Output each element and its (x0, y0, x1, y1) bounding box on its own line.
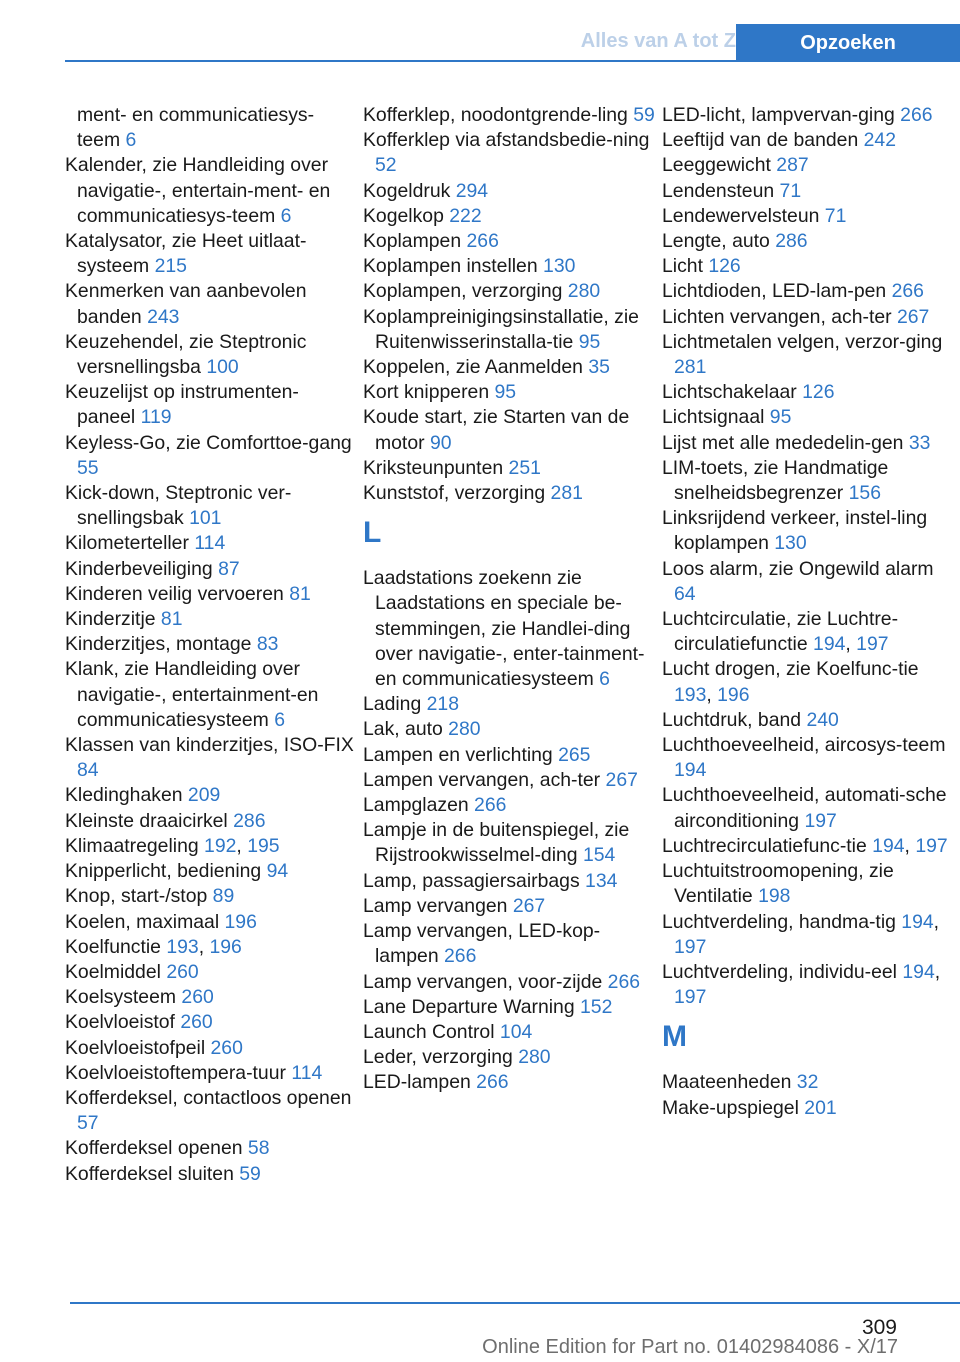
edition-footer: Online Edition for Part no. 01402984086 - X/17 (482, 1336, 898, 1358)
index-entry (662, 557, 960, 607)
index-entry (65, 557, 357, 582)
page-link[interactable]: 251 (508, 456, 541, 479)
page-link[interactable]: 243 (147, 305, 180, 328)
index-term: Kledinghaken (65, 784, 188, 807)
page-link[interactable]: 58 (247, 1137, 270, 1160)
index-entry (363, 229, 655, 254)
page-link[interactable]: 287 (776, 154, 809, 177)
index-entry (363, 1020, 655, 1045)
index-term: Luchtverdeling, handma-tig (662, 910, 902, 933)
index-entry (65, 1036, 357, 1061)
page-link[interactable]: 197 (804, 809, 837, 832)
index-term: Luchtcirculatie, zie Luchtre-circulatiefunctie (662, 608, 899, 656)
chapter-tab[interactable]: Opzoeken (736, 24, 960, 62)
page-link[interactable]: 95 (769, 406, 792, 429)
page-link[interactable]: 215 (154, 255, 187, 278)
page-link[interactable]: 104 (499, 1020, 533, 1043)
page-link[interactable]: 33 (908, 431, 931, 454)
index-term: Klimaatregeling (65, 834, 205, 857)
index-term: Kinderzitje (65, 608, 161, 631)
index-term: teem (77, 129, 126, 152)
index-term: Keuzelijst op instrumenten-paneel (65, 381, 299, 429)
page-link[interactable]: 152 (580, 995, 613, 1018)
index-term: Leeggewicht (662, 154, 777, 177)
index-term: Koelfunctie (65, 935, 167, 958)
index-entry (65, 481, 357, 531)
index-entry (65, 431, 357, 481)
index-entry (662, 506, 960, 556)
index-term: Keyless-Go, zie Comforttoe-gang (65, 431, 352, 454)
index-entry (65, 582, 357, 607)
page-link[interactable]: 87 (218, 557, 240, 580)
index-term: Kinderzitjes, montage (65, 633, 257, 656)
header-rule (65, 60, 736, 62)
page-link[interactable]: 266 (607, 970, 641, 993)
index-entry (662, 153, 960, 178)
index-entry (65, 128, 357, 153)
index-entry (363, 103, 655, 128)
index-entry (65, 607, 357, 632)
page-link[interactable]: 196 (717, 683, 750, 706)
page-link[interactable]: 266 (891, 280, 924, 303)
index-entry (65, 733, 357, 783)
index-entry (662, 708, 960, 733)
index-entry (662, 204, 960, 229)
index-entry (65, 910, 357, 935)
index-entry (363, 919, 655, 969)
index-entry (662, 859, 960, 909)
index-term: Koelmiddel (65, 960, 167, 983)
page-link[interactable]: 266 (900, 104, 933, 126)
page-link[interactable]: 197 (674, 986, 707, 1009)
index-term: Lamp vervangen, LED-kop-lampen (363, 920, 601, 968)
page-link[interactable]: 267 (896, 305, 930, 328)
page-link[interactable]: 83 (256, 633, 279, 656)
index-entry (363, 380, 655, 405)
page-link[interactable]: 193 (674, 683, 707, 706)
index-term: Lampen vervangen, ach-ter (363, 768, 606, 791)
index-entry (662, 1096, 960, 1121)
page-link[interactable]: 71 (824, 204, 847, 227)
page-link[interactable]: 57 (77, 1112, 99, 1135)
index-term: Koplampreinigingsinstallatie, zie Ruitenwisserinstalla-tie (363, 305, 639, 353)
page-link[interactable]: 209 (187, 784, 221, 807)
index-term: Koude start, zie Starten van de motor (363, 406, 630, 454)
page-link[interactable]: 222 (449, 204, 482, 227)
index-entry (65, 153, 357, 229)
page-link[interactable]: 6 (274, 708, 285, 731)
index-term: LIM-toets, zie Handmatige snelheidsbegrenzer (662, 456, 889, 505)
index-term: Koplampen instellen (363, 255, 544, 278)
page-link[interactable]: 84 (77, 759, 99, 782)
index-term: Lendewervelsteun (662, 204, 825, 227)
index-entry (363, 566, 655, 692)
index-term: Kofferdeksel, contactloos openen (65, 1086, 352, 1109)
page-link[interactable]: 126 (708, 255, 741, 278)
index-entry (65, 960, 357, 985)
index-entry (65, 1136, 357, 1161)
index-entry (363, 869, 655, 894)
page-link[interactable]: 64 (674, 582, 696, 605)
index-term: Lijst met alle mededelin-gen (662, 431, 909, 454)
index-term: Linksrijdend verkeer, instel-ling koplampen (662, 507, 928, 555)
index-term: Kriksteunpunten (363, 456, 509, 479)
page-link[interactable]: 194 (872, 834, 905, 857)
page-link[interactable]: 71 (779, 179, 802, 202)
index-entry (65, 884, 357, 909)
page-link[interactable]: 286 (775, 230, 808, 253)
index-entry (65, 859, 357, 884)
index-term: ment- en communicatiesys- (77, 104, 315, 126)
index-column-1 (65, 103, 357, 1187)
index-entry (363, 481, 655, 506)
index-term: Kofferdeksel sluiten (65, 1162, 240, 1185)
index-entry (65, 985, 357, 1010)
page-link[interactable]: 294 (455, 179, 489, 202)
index-term: Luchtverdeling, individu-eel (662, 960, 903, 983)
index-entry (363, 355, 655, 380)
page-link[interactable]: 266 (476, 1071, 509, 1094)
index-term: Kogelkop (363, 204, 450, 227)
index-term: Kofferdeksel openen (65, 1137, 248, 1160)
page-number: 309 (861, 1316, 897, 1339)
index-entry (363, 305, 655, 355)
page-link[interactable]: 114 (291, 1061, 323, 1084)
index-term: Kunststof, verzorging (363, 482, 551, 505)
page-link[interactable]: 59 (239, 1162, 261, 1185)
page-link[interactable]: 35 (588, 356, 610, 379)
page-link[interactable]: 114 (194, 532, 226, 555)
index-term: Keuzehendel, zie Steptronic versnellingsba (65, 330, 307, 379)
index-term: Laadstations zoekenn zie Laadstations en speciale be-stemmingen, zie Handlei-ding over navigatie-, enter-tainment- en communicatiesysteem (363, 567, 645, 691)
page-link[interactable]: 281 (674, 356, 707, 379)
page-link[interactable]: 260 (180, 1011, 213, 1034)
page-link[interactable]: 154 (582, 844, 616, 867)
page-link[interactable]: 198 (758, 885, 791, 908)
footer-rule (70, 1302, 960, 1304)
index-term: Lamp, passagiersairbags (363, 869, 586, 892)
index-term: Lucht drogen, zie Koelfunc-tie (662, 658, 919, 681)
page-link[interactable]: 95 (578, 330, 601, 353)
page-link[interactable]: 260 (210, 1036, 243, 1059)
page-link[interactable]: 90 (429, 431, 452, 454)
page-link[interactable]: 267 (512, 894, 546, 917)
index-entry (662, 128, 960, 153)
index-entry (363, 818, 655, 868)
index-entry (363, 204, 655, 229)
page-link[interactable]: 194 (674, 759, 707, 782)
index-column-3 (662, 103, 960, 1121)
page-link[interactable]: 194 (901, 910, 934, 933)
page-link[interactable]: 81 (160, 608, 183, 631)
page-link[interactable]: 280 (448, 718, 481, 741)
page-link[interactable]: 194 (902, 960, 935, 983)
page-link[interactable]: 130 (543, 255, 576, 278)
page-link[interactable]: 196 (224, 910, 257, 933)
page-link[interactable]: 193 (166, 935, 199, 958)
index-term: Lampen en verlichting (363, 743, 559, 766)
page-link[interactable]: 52 (375, 154, 397, 177)
page-link[interactable]: 280 (567, 280, 601, 303)
index-term: Lamp vervangen (363, 894, 513, 917)
index-term: Lengte, auto (662, 230, 776, 253)
index-term: Loos alarm, zie Ongewild alarm (662, 557, 934, 580)
index-term: Klassen van kinderzitjes, ISO-FIX (65, 734, 354, 757)
index-term: Kogeldruk (363, 179, 456, 202)
section-title: Alles van A tot Z (580, 30, 736, 52)
index-term: Koelsysteem (65, 986, 182, 1009)
page-link[interactable]: 197 (856, 633, 889, 656)
index-term: Kort knipperen (363, 381, 495, 404)
index-term: Koelvloeistofpeil (65, 1036, 211, 1059)
index-term: Koelvloeistof (65, 1011, 181, 1034)
index-entry (662, 431, 960, 456)
index-entry (65, 103, 357, 128)
page-link[interactable]: 267 (605, 768, 638, 791)
index-entry (363, 405, 655, 455)
page-link[interactable]: 130 (774, 532, 807, 555)
index-entry (662, 305, 960, 330)
page-link[interactable]: 197 (915, 834, 948, 857)
page-link[interactable]: 89 (212, 885, 235, 908)
index-term: Kenmerken van aanbevolen banden (65, 280, 307, 328)
index-entry (65, 229, 357, 279)
page-link[interactable]: 119 (140, 406, 172, 429)
index-entry (363, 743, 655, 768)
index-term: Lichtdioden, LED-lam-pen (662, 280, 892, 303)
index-entry (65, 380, 357, 430)
page-link[interactable]: 95 (494, 381, 517, 404)
index-entry (662, 254, 960, 279)
index-term: Luchthoeveelheid, aircosys-teem (662, 734, 946, 757)
index-column-2 (363, 103, 655, 1096)
page-link[interactable]: 260 (166, 960, 199, 983)
index-entry (363, 179, 655, 204)
index-entry (363, 894, 655, 919)
index-entry (65, 783, 357, 808)
index-term: Maateenheden (662, 1071, 797, 1094)
page-link[interactable]: 240 (806, 708, 839, 731)
index-term: Luchtrecirculatiefunc-tie (662, 834, 873, 857)
page-link[interactable]: 101 (189, 507, 222, 530)
index-entry (363, 995, 655, 1020)
index-entry (65, 657, 357, 733)
page-link[interactable]: 6 (280, 204, 292, 227)
index-term: Kofferklep via afstandsbedie-ning (363, 129, 650, 152)
page-link[interactable]: 55 (77, 456, 99, 479)
page-link[interactable]: 218 (426, 693, 459, 716)
index-letter-heading: L (363, 516, 382, 550)
index-entry (662, 330, 960, 380)
index-term: Launch Control (363, 1020, 500, 1043)
index-term: Luchthoeveelheid, automati-sche airconditioning (662, 784, 947, 832)
index-term: Kick-down, Steptronic ver-snellingsbak (65, 482, 292, 530)
index-entry (662, 229, 960, 254)
page-link[interactable]: 280 (518, 1046, 551, 1069)
index-entry: Luchtcirculatie, zie Luchtre-circulatiefunctie 194, 197 (662, 608, 899, 656)
index-entry (363, 793, 655, 818)
page-link[interactable]: 94 (266, 860, 289, 883)
index-entry (65, 1010, 357, 1035)
index-entry (662, 783, 960, 833)
index-entry (65, 330, 357, 380)
index-entry: Luchtverdeling, handma-tig 194, 197 (662, 910, 940, 958)
index-entry: Luchtrecirculatiefunc-tie 194, 197 (662, 834, 948, 857)
index-entry (363, 768, 655, 793)
index-term: Knop, start-/stop (65, 885, 213, 908)
page-link[interactable]: 242 (863, 129, 896, 152)
index-term: Luchtdruk, band (662, 708, 807, 731)
index-term: Lane Departure Warning (363, 995, 581, 1018)
index-term: Leder, verzorging (363, 1046, 519, 1069)
index-entry (65, 1061, 357, 1086)
index-term: Make-upspiegel (662, 1096, 805, 1119)
index-term: Kofferklep, noodontgrende-ling (363, 104, 634, 126)
index-entry (363, 1070, 655, 1095)
page-link[interactable]: 134 (585, 869, 618, 892)
index-entry (662, 279, 960, 304)
index-entry: Klimaatregeling 192, 195 (65, 834, 280, 857)
page-link[interactable]: 100 (206, 356, 239, 379)
index-term: Lichtsignaal (662, 406, 770, 429)
page-link[interactable]: 266 (474, 794, 507, 817)
index-entry (662, 179, 960, 204)
index-letter-heading: M (662, 1020, 687, 1054)
index-entry (65, 809, 357, 834)
index-term: Lak, auto (363, 718, 449, 741)
page-link[interactable]: 81 (289, 582, 311, 605)
index-entry (662, 103, 960, 128)
page-link[interactable]: 260 (181, 986, 214, 1009)
index-term: Kalender, zie Handleiding over navigatie-, entertain-ment- en communicatiesys-teem (65, 154, 331, 227)
page-link[interactable]: 201 (804, 1096, 837, 1119)
page-link[interactable]: 266 (444, 945, 477, 968)
index-term: Lamp vervangen, voor-zijde (363, 970, 608, 993)
index-term: Leeftijd van de banden (662, 129, 864, 152)
index-term: Koelvloeistoftempera-tuur (65, 1061, 292, 1084)
index-term: Luchtuitstroomopening, zie Ventilatie (662, 860, 894, 908)
page-link[interactable]: 194 (813, 633, 846, 656)
page-link[interactable]: 195 (247, 834, 280, 857)
index-term: Kinderbeveiliging (65, 557, 219, 580)
index-term: Lampje in de buitenspiegel, zie Rijstrookwisselmel-ding (363, 819, 630, 867)
index-entry (662, 380, 960, 405)
page-link[interactable]: 266 (466, 230, 499, 253)
page-header (0, 0, 960, 62)
index-entry (363, 717, 655, 742)
index-entry (363, 1045, 655, 1070)
index-term: Lichtmetalen velgen, verzor-ging (662, 330, 943, 353)
index-entry: Lucht drogen, zie Koelfunc-tie 193, 196 (662, 658, 919, 706)
index-term: Kilometerteller (65, 532, 195, 555)
index-term: Lampglazen (363, 794, 475, 817)
index-entry (662, 733, 960, 783)
index-entry (662, 1070, 960, 1095)
index-entry (65, 531, 357, 556)
index-entry (363, 456, 655, 481)
page-link[interactable]: 281 (550, 482, 583, 505)
index-term: Knipperlicht, bediening (65, 860, 267, 883)
index-term: Koplampen (363, 230, 467, 253)
page-link[interactable]: 196 (209, 935, 242, 958)
index-term: LED-licht, lampvervan-ging (662, 104, 901, 126)
page-link[interactable]: 265 (558, 743, 591, 766)
index-term: Lichten vervangen, ach-ter (662, 305, 897, 328)
index-entry (65, 1086, 357, 1136)
index-term: LED-lampen (363, 1071, 477, 1094)
index-entry: Koelfunctie 193, 196 (65, 935, 242, 958)
index-entry (363, 970, 655, 995)
index-term: Koppelen, zie Aanmelden (363, 356, 589, 379)
index-entry (65, 1162, 357, 1187)
page-link[interactable]: 156 (848, 482, 881, 505)
index-entry (363, 254, 655, 279)
index-term: Kinderen veilig vervoeren (65, 582, 290, 605)
page-link[interactable]: 6 (125, 129, 137, 152)
index-entry: Luchtverdeling, individu-eel 194, 197 (662, 960, 941, 1009)
index-term: Katalysator, zie Heet uitlaat-systeem (65, 230, 307, 278)
page-link[interactable]: 126 (802, 381, 835, 404)
index-term: Licht (662, 255, 709, 278)
page-link[interactable]: 197 (674, 935, 707, 958)
page-link[interactable]: 32 (796, 1071, 819, 1094)
index-term: Lendensteun (662, 179, 780, 202)
page-link[interactable]: 59 (633, 104, 655, 126)
index-entry (65, 279, 357, 329)
index-entry (363, 692, 655, 717)
index-entry (662, 456, 960, 506)
page-link[interactable]: 192 (204, 834, 237, 857)
page-link[interactable]: 6 (599, 668, 610, 691)
index-entry (662, 405, 960, 430)
index-term: Koelen, maximaal (65, 910, 225, 933)
index-entry (65, 632, 357, 657)
index-term: Kleinste draaicirkel (65, 809, 234, 832)
index-entry (363, 128, 655, 178)
page-link[interactable]: 286 (233, 809, 266, 832)
index-term: Koplampen, verzorging (363, 280, 568, 303)
index-entry (363, 279, 655, 304)
index-term: Klank, zie Handleiding over navigatie-, entertainment-en communicatiesysteem (65, 658, 319, 731)
index-term: Lading (363, 693, 427, 716)
index-term: Lichtschakelaar (662, 381, 803, 404)
